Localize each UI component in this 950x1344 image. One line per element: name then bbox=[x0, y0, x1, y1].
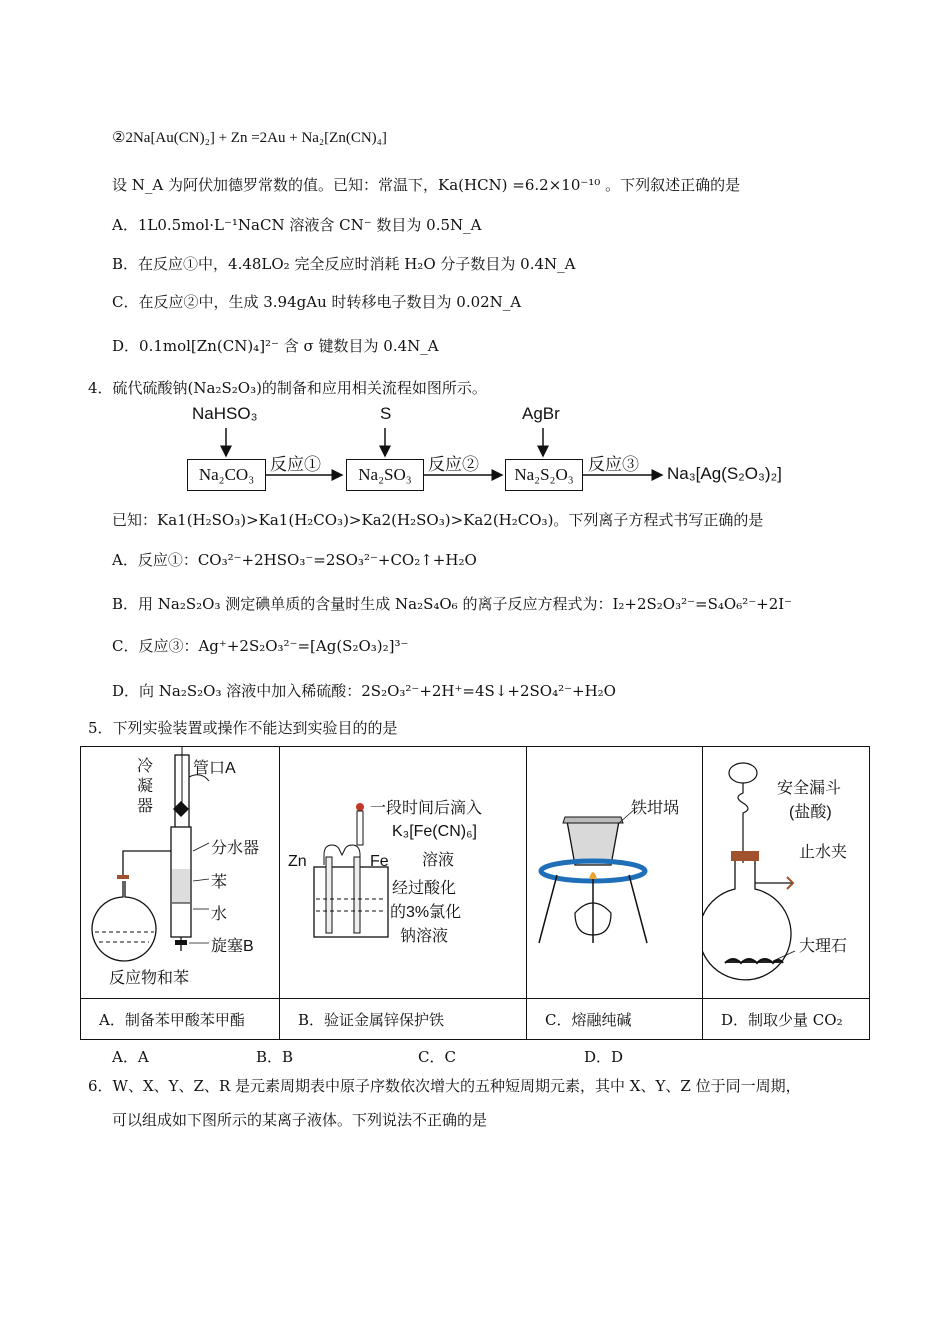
q5-answer-a: A．A bbox=[112, 1048, 149, 1066]
q6-line-1: 6．W、X、Y、Z、R 是元素周期表中原子序数依次增大的五种短周期元素，其中 X、Y、Z 位于同一周期， bbox=[88, 1077, 801, 1095]
label-fe: Fe bbox=[370, 853, 389, 870]
label-drip-after: 一段时间后滴入 bbox=[370, 800, 483, 817]
q3-equation-2: ②2Na[Au(CN)₂] + Zn =2Au + Na₂[Zn(CN)₄] bbox=[112, 130, 387, 146]
q5-answer-c: C．C bbox=[418, 1048, 456, 1066]
label-marble: 大理石 bbox=[799, 938, 848, 955]
label-water-separator: 分水器 bbox=[211, 840, 260, 857]
label-leng: 冷 bbox=[137, 758, 154, 775]
label-nacl-solution: 钠溶液 bbox=[400, 928, 449, 945]
q6-line-2: 可以组成如下图所示的某离子液体。下列说法不正确的是 bbox=[112, 1111, 488, 1129]
label-solution: 溶液 bbox=[422, 852, 455, 869]
q3-intro: 设 N_A 为阿伏加德罗常数的值。已知：常温下，Ka(HCN) =6.2×10⁻¹⁰ 。下列叙述正确的是 bbox=[112, 176, 741, 194]
panel-c bbox=[527, 747, 703, 999]
label-qi: 器 bbox=[137, 798, 154, 815]
label-3pct-nacl: 的3%氯化 bbox=[390, 904, 462, 921]
reagent-s: S bbox=[380, 404, 392, 423]
q4-stem: 4．硫代硫酸钠(Na₂S₂O₃)的制备和应用相关流程如图所示。 bbox=[88, 379, 487, 397]
q4-known: 已知：Ka1(H₂SO₃)>Ka1(H₂CO₃)>Ka2(H₂SO₃)>Ka2(H₂CO₃)。下列离子方程式书写正确的是 bbox=[112, 511, 764, 529]
label-water: 水 bbox=[211, 906, 228, 923]
arrow-label-2: 反应② bbox=[428, 455, 479, 474]
panel-d bbox=[703, 747, 870, 999]
beaker-electrode-icon bbox=[280, 747, 526, 999]
label-stopcock-b: 旋塞B bbox=[211, 938, 254, 955]
label-safety-funnel: 安全漏斗 bbox=[777, 780, 842, 797]
caption-b: B．验证金属锌保护铁 bbox=[280, 999, 527, 1040]
final-product: Na₃[Ag(S₂O₃)₂] bbox=[667, 464, 782, 483]
reagent-nahso3: NaHSO₃ bbox=[192, 404, 258, 423]
q5-apparatus-table bbox=[80, 746, 870, 1040]
q3-option-d: D．0.1mol[Zn(CN)₄]²⁻ 含 σ 键数目为 0.4N_A bbox=[112, 337, 439, 355]
label-port-a: 管口A bbox=[193, 760, 236, 777]
water-separator-apparatus-icon bbox=[81, 747, 279, 999]
reagent-agbr: AgBr bbox=[522, 404, 560, 423]
label-acidified: 经过酸化 bbox=[392, 880, 457, 897]
q3-option-b: B．在反应①中，4.48LO₂ 完全反应时消耗 H₂O 分子数目为 0.4N_A bbox=[112, 255, 576, 273]
arrow-label-1: 反应① bbox=[270, 455, 321, 474]
label-k3fecn6: K₃[Fe(CN)₆] bbox=[392, 823, 477, 840]
box-na2so3: Na₂SO₃ bbox=[346, 459, 424, 491]
q3-option-a: A．1L0.5mol·L⁻¹NaCN 溶液含 CN⁻ 数目为 0.5N_A bbox=[112, 216, 482, 234]
panel-b bbox=[280, 747, 527, 999]
label-zn: Zn bbox=[288, 853, 307, 870]
q4-option-d: D．向 Na₂S₂O₃ 溶液中加入稀硫酸：2S₂O₃²⁻+2H⁺=4S↓+2SO₄²⁻+H₂O bbox=[112, 682, 616, 700]
label-iron-crucible: 铁坩埚 bbox=[631, 800, 680, 817]
box-na2co3: Na₂CO₃ bbox=[187, 459, 266, 491]
caption-a: A．制备苯甲酸苯甲酯 bbox=[81, 999, 280, 1040]
q4-option-c: C．反应③：Ag⁺+2S₂O₃²⁻=[Ag(S₂O₃)₂]³⁻ bbox=[112, 637, 409, 655]
q5-stem: 5．下列实验装置或操作不能达到实验目的的是 bbox=[88, 719, 398, 737]
flow-arrows bbox=[0, 398, 950, 498]
q5-answer-b: B．B bbox=[256, 1048, 294, 1066]
label-clamp: 止水夹 bbox=[799, 844, 848, 861]
iron-crucible-apparatus-icon bbox=[527, 747, 702, 999]
q4-option-b: B．用 Na₂S₂O₃ 测定碘单质的含量时生成 Na₂S₄O₆ 的离子反应方程式为：I₂+2S₂O₃²⁻=S₄O₆²⁻+2I⁻ bbox=[112, 595, 793, 613]
label-benzene: 苯 bbox=[211, 874, 228, 891]
label-hydrochloric-acid: (盐酸) bbox=[789, 804, 832, 821]
q5-answer-d: D．D bbox=[584, 1048, 624, 1066]
arrow-label-3: 反应③ bbox=[588, 455, 639, 474]
caption-c: C．熔融纯碱 bbox=[527, 999, 703, 1040]
q4-flow-scheme bbox=[0, 398, 950, 498]
label-ning: 凝 bbox=[137, 778, 154, 795]
caption-d: D．制取少量 CO₂ bbox=[703, 999, 870, 1040]
q3-option-c: C．在反应②中，生成 3.94gAu 时转移电子数目为 0.02N_A bbox=[112, 293, 522, 311]
q4-option-a: A．反应①：CO₃²⁻+2HSO₃⁻=2SO₃²⁻+CO₂↑+H₂O bbox=[112, 551, 477, 569]
box-na2s2o3: Na₂S₂O₃ bbox=[505, 459, 583, 491]
label-reactants: 反应物和苯 bbox=[109, 970, 190, 987]
panel-a bbox=[81, 747, 280, 999]
